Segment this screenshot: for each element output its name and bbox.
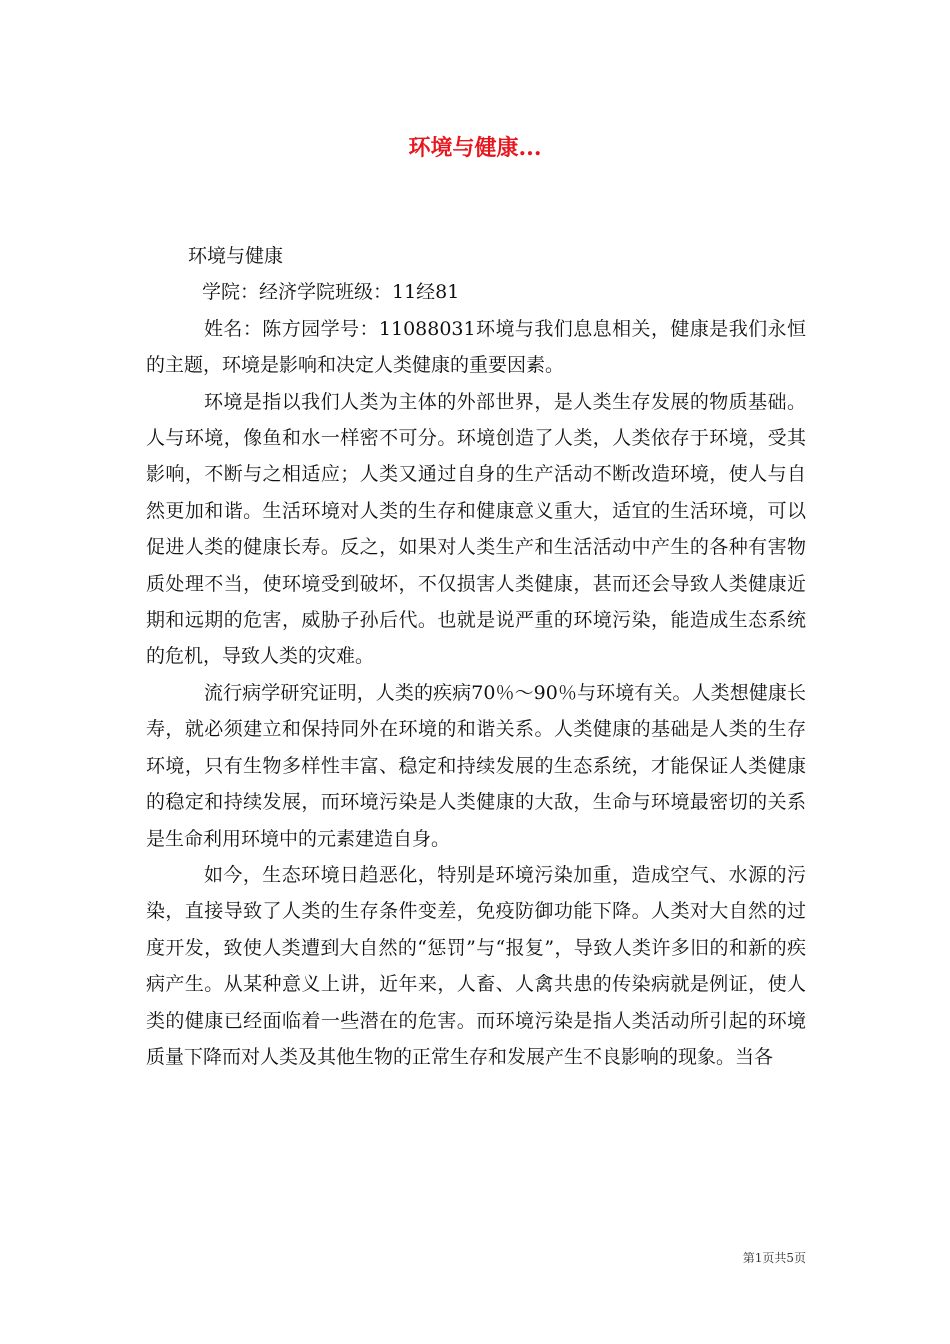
paragraph-pollution: 如今，生态环境日趋恶化，特别是环境污染加重，造成空气、水源的污染，直接导致了人类的生存条件变差，免疫防御功能下降。人类对大自然的过度开发，致使人类遭到大自然的“惩罚”与“报复”，导致人类许多旧的和新的疾病产生。从某种意义上讲，近年来，人畜、人禽共患的传染病就是例证，使人类的健康已经面临着一些潜在的危害。而环境污染是指人类活动所引起的环境质量下降而对人类及其他生物的正常生存和发展产生不良影响的现象。当各 [146,863,806,1068]
page-footer: 第1页共5页 [742,1251,806,1265]
college-class-line: 学院：经济学院班级：11经81 [202,281,460,304]
paragraph-intro: 姓名：陈方园学号：11088031环境与我们息息相关，健康是我们永恒的主题，环境是影响和决定人类健康的重要因素。 [146,317,806,377]
page-title: 环境与健康... [408,135,542,161]
document-body [146,238,806,1075]
paragraph-environment: 环境是指以我们人类为主体的外部世界，是人类生存发展的物质基础。人与环境，像鱼和水一样密不可分。环境创造了人类，人类依存于环境，受其影响，不断与之相适应；人类又通过自身的生产活动不断改造环境，使人与自然更加和谐。生活环境对人类的生存和健康意义重大，适宜的生活环境，可以促进人类的健康长寿。反之，如果对人类生产和生活活动中产生的各种有害物质处理不当，使环境受到破坏，不仅损害人类健康，甚而还会导致人类健康近期和远期的危害，威胁子孙后代。也就是说严重的环境污染，能造成生态系统的危机，导致人类的灾难。 [146,390,806,668]
section-heading: 环境与健康 [188,245,284,267]
paragraph-epidemiology: 流行病学研究证明，人类的疾病70％～90％与环境有关。人类想健康长寿，就必须建立和保持同外在环境的和谐关系。人类健康的基础是人类的生存环境，只有生物多样性丰富、稳定和持续发展的生态系统，才能保证人类健康的稳定和持续发展，而环境污染是人类健康的大敌，生命与环境最密切的关系是生命利用环境中的元素建造自身。 [146,681,806,850]
